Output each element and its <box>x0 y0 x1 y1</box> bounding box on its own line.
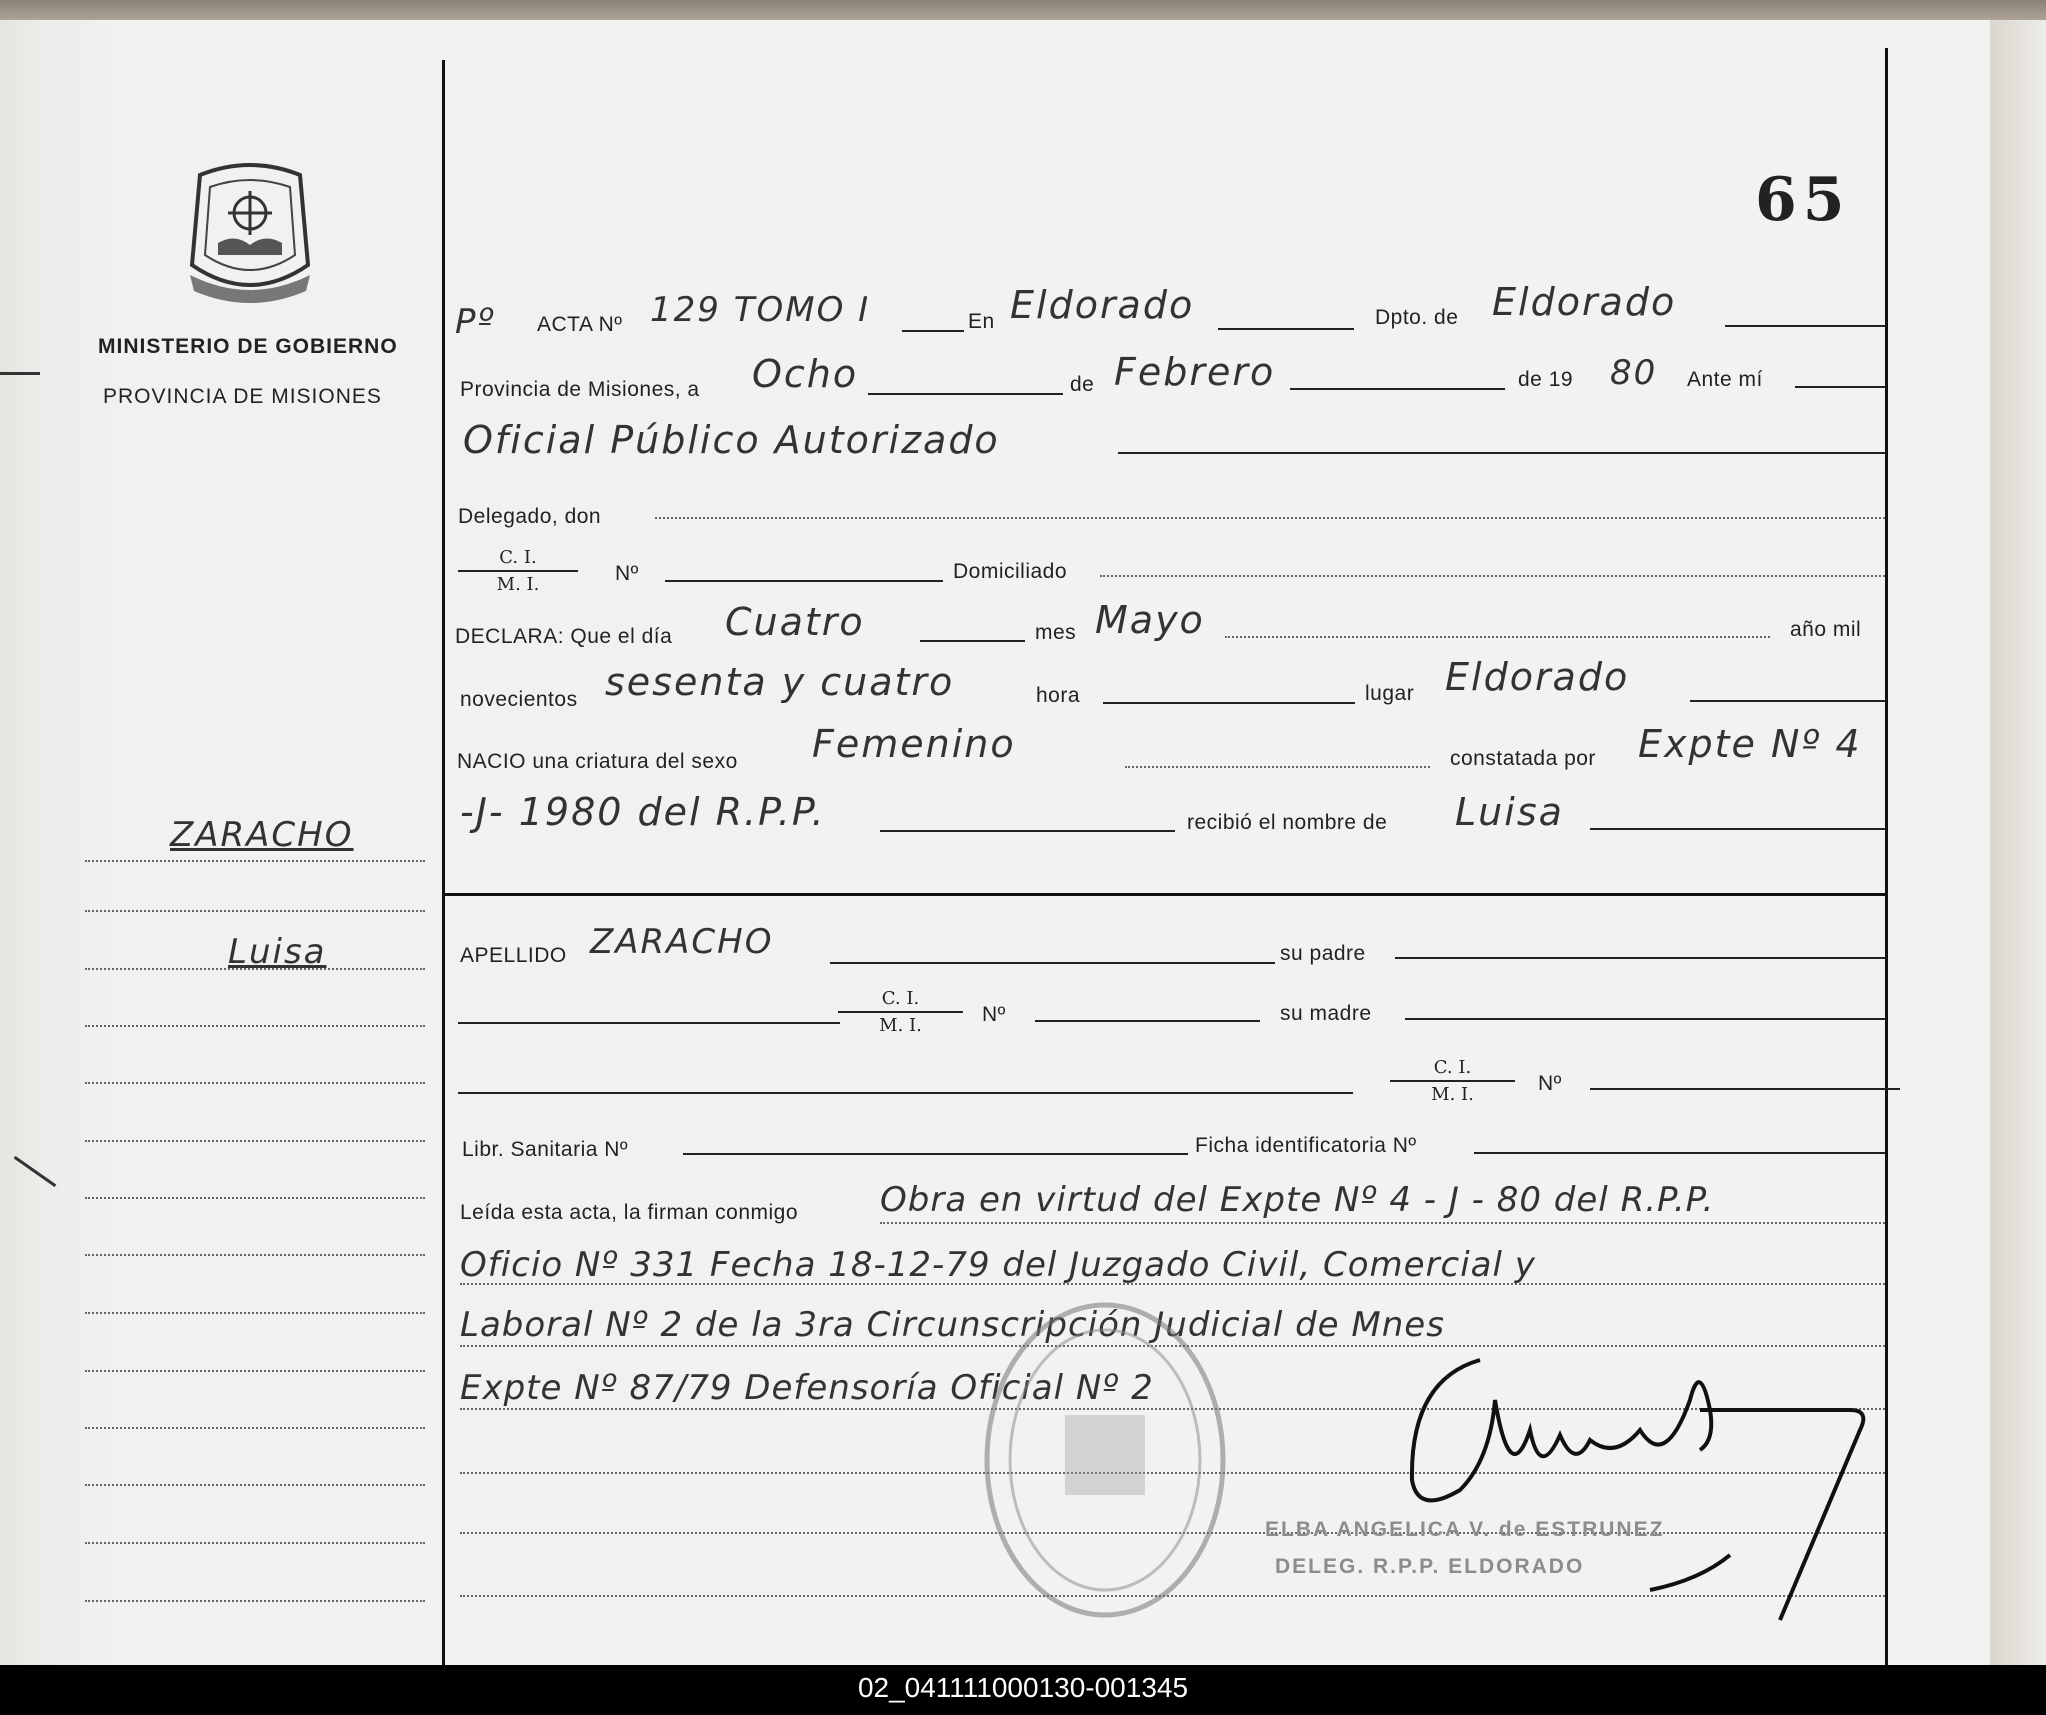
margin-surname: ZARACHO <box>170 815 354 855</box>
madre-label: su madre <box>1280 1002 1372 1025</box>
official-name: ELBA ANGELICA V. de ESTRUNEZ <box>1265 1518 1665 1541</box>
ci-mi-fraction <box>458 547 578 595</box>
left-rule <box>85 1312 425 1314</box>
rule <box>1103 702 1355 704</box>
rule <box>1225 636 1770 638</box>
rule <box>920 640 1025 642</box>
libr-label: Libr. Sanitaria Nº <box>462 1138 629 1161</box>
ci-label: C. I. <box>458 547 578 572</box>
left-rule <box>85 1370 425 1372</box>
left-column-border <box>442 60 445 1665</box>
ficha-label: Ficha identificatoria Nº <box>1195 1134 1417 1157</box>
rule <box>1290 388 1505 390</box>
leida-label: Leída esta acta, la firman conmigo <box>460 1201 799 1224</box>
en-value: Eldorado <box>1010 283 1195 327</box>
dia-value: Ocho <box>752 352 859 396</box>
rule <box>665 580 943 582</box>
rule <box>1125 766 1430 768</box>
obs-line-1: Obra en virtud del Expte Nº 4 - J - 80 del R.P.P. <box>880 1180 1715 1220</box>
ci-mi-fraction <box>1390 1057 1515 1105</box>
declara-label: DECLARA: Que el día <box>455 625 673 648</box>
province-emblem-icon <box>180 155 320 305</box>
left-rule <box>85 1025 425 1027</box>
rule <box>1725 325 1885 327</box>
rule <box>460 1283 1885 1285</box>
domiciliado-label: Domiciliado <box>953 560 1068 583</box>
declara-mes: Mayo <box>1095 598 1205 642</box>
rule <box>868 393 1063 395</box>
rule <box>1395 957 1885 959</box>
left-rule <box>85 910 425 912</box>
acta-value: 129 TOMO I <box>650 290 871 330</box>
left-rule <box>85 860 425 862</box>
province-title: PROVINCIA DE MISIONES <box>103 385 382 408</box>
rule <box>1474 1152 1885 1154</box>
apellido-label: APELLIDO <box>460 944 567 967</box>
rule <box>902 330 964 332</box>
ministry-title: MINISTERIO DE GOBIERNO <box>98 335 398 358</box>
obs-line-2: Oficio Nº 331 Fecha 18-12-79 del Juzgado Civil, Comercial y <box>460 1245 1536 1285</box>
rule <box>1218 328 1354 330</box>
constatada-label: constatada por <box>1450 747 1596 770</box>
rule <box>1118 452 1885 454</box>
rule <box>683 1153 1188 1155</box>
left-rule <box>85 1427 425 1429</box>
nombre-value: Luisa <box>1455 790 1564 834</box>
left-rule <box>85 1082 425 1084</box>
acta-label: ACTA Nº <box>537 313 623 336</box>
anio-value: 80 <box>1610 353 1658 393</box>
page-edge <box>1990 20 2046 1665</box>
rule <box>880 1222 1885 1224</box>
ante-label: Ante mí <box>1687 368 1763 391</box>
padre-label: su padre <box>1280 942 1366 965</box>
left-rule <box>85 1197 425 1199</box>
recibio-label: recibió el nombre de <box>1187 811 1388 834</box>
mi-label: M. I. <box>1431 1084 1474 1105</box>
rule <box>1590 1088 1900 1090</box>
rule <box>655 517 1885 519</box>
de-label: de <box>1070 373 1095 396</box>
lugar-value: Eldorado <box>1445 655 1630 699</box>
dpto-label: Dpto. de <box>1375 306 1459 329</box>
registry-stamp-icon <box>980 1295 1230 1625</box>
apellido-value: ZARACHO <box>590 922 774 962</box>
left-rule <box>85 1140 425 1142</box>
constatada-cont: -J- 1980 del R.P.P. <box>460 790 826 834</box>
de19-label: de 19 <box>1518 368 1574 391</box>
lugar-label: lugar <box>1365 682 1415 705</box>
margin-mark <box>0 372 40 375</box>
acta-prefix: Pº <box>455 302 496 342</box>
section-divider <box>445 893 1885 896</box>
official-title: DELEG. R.P.P. ELDORADO <box>1275 1555 1585 1578</box>
nacio-label: NACIO una criatura del sexo <box>457 750 738 773</box>
ci-label: C. I. <box>838 988 963 1013</box>
obs-line-4: Expte Nº 87/79 Defensoría Oficial Nº 2 <box>460 1368 1154 1408</box>
rule <box>1405 1018 1885 1020</box>
rule <box>458 1092 1353 1094</box>
numero-label: Nº <box>1538 1072 1562 1095</box>
delegado-label: Delegado, don <box>458 505 602 528</box>
page-number: 65 <box>1755 165 1851 235</box>
anio-mil-label: año mil <box>1790 618 1862 641</box>
left-rule <box>85 1600 425 1602</box>
obs-line-3: Laboral Nº 2 de la 3ra Circunscripción Judicial de Mnes <box>460 1305 1445 1345</box>
left-rule <box>85 1254 425 1256</box>
margin-given-name: Luisa <box>228 932 327 972</box>
hora-label: hora <box>1036 684 1081 707</box>
numero-label: Nº <box>982 1003 1006 1026</box>
oficial-value: Oficial Público Autorizado <box>463 418 1000 462</box>
rule <box>1590 828 1885 830</box>
constatada-value: Expte Nº 4 <box>1638 722 1862 766</box>
mes-label: mes <box>1035 621 1077 644</box>
novecientos-value: sesenta y cuatro <box>605 660 955 704</box>
ci-mi-fraction <box>838 988 963 1036</box>
sexo-value: Femenino <box>812 722 1016 766</box>
signature <box>1400 1340 1910 1630</box>
rule <box>1035 1020 1260 1022</box>
rule <box>458 1022 840 1024</box>
novecientos-label: novecientos <box>460 688 578 711</box>
document-id: 02_041111000130-001345 <box>857 1672 1189 1703</box>
numero-label: Nº <box>615 562 639 585</box>
rule <box>1100 575 1885 577</box>
mi-label: M. I. <box>879 1015 922 1036</box>
dpto-value: Eldorado <box>1492 280 1677 324</box>
rule <box>880 830 1175 832</box>
declara-dia: Cuatro <box>725 600 865 644</box>
mi-label: M. I. <box>496 574 540 595</box>
rule <box>1795 386 1885 388</box>
ci-label: C. I. <box>1390 1057 1515 1082</box>
left-rule <box>85 1542 425 1544</box>
provincia-label: Provincia de Misiones, a <box>460 378 700 401</box>
en-label: En <box>968 310 995 333</box>
left-rule <box>85 1484 425 1486</box>
rule <box>1690 700 1885 702</box>
mes-value: Febrero <box>1114 350 1276 394</box>
rule <box>830 962 1275 964</box>
